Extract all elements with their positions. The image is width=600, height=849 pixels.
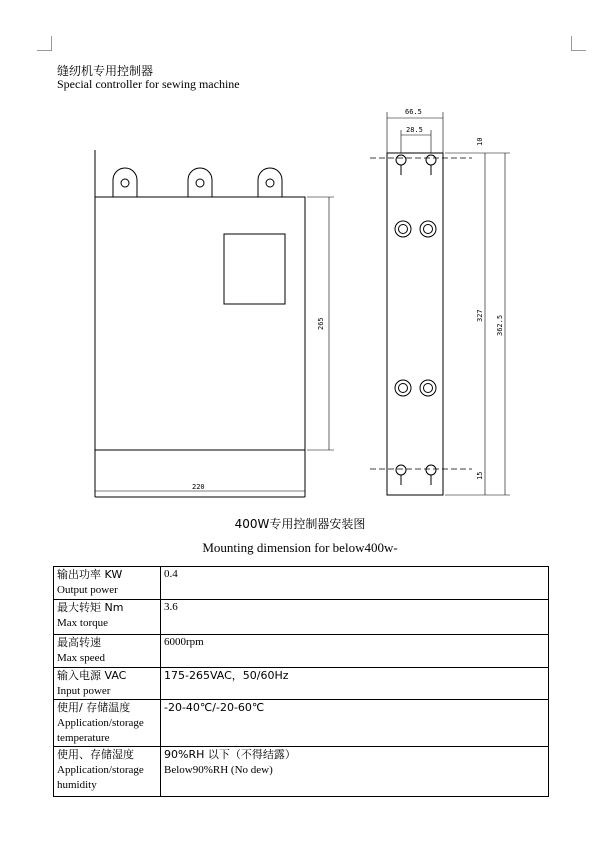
title-chinese: 缝纫机专用控制器: [57, 64, 154, 78]
hole-distance-dim: 327: [476, 309, 484, 322]
table-row: [54, 747, 549, 797]
top-offset-dim: 10: [476, 137, 484, 146]
mounting-tab: [113, 168, 137, 197]
table-row: [54, 635, 549, 668]
table-row: [54, 600, 549, 635]
hole-spacing-dim: 28.5: [406, 126, 423, 134]
spec-label-en: Application/storage humidity: [57, 764, 144, 791]
side-view: [370, 112, 510, 495]
side-width-dim: 66.5: [405, 108, 422, 116]
spec-value: 0.4: [164, 568, 178, 580]
front-view: [95, 150, 334, 497]
total-height-dim: 362.5: [496, 314, 504, 336]
spec-label-en: Application/storage temperature: [57, 717, 144, 744]
spec-label-cn: 最大转矩 Nm: [57, 601, 124, 614]
side-enclosure: [387, 153, 443, 495]
spec-value-secondary: Below90%RH (No dew): [164, 764, 273, 776]
spec-table: [53, 566, 549, 797]
spec-label-cn: 使用、存储湿度: [57, 748, 134, 761]
spec-value: -20-40℃/-20-60℃: [164, 701, 265, 714]
table-row: [54, 567, 549, 600]
spec-label-en: Max speed: [57, 652, 105, 664]
title-english: Special controller for sewing machine: [57, 77, 240, 91]
table-row: [54, 668, 549, 700]
spec-value: 3.6: [164, 601, 178, 613]
bottom-offset-dim: 15: [476, 471, 484, 480]
spec-label-en: Output power: [57, 584, 118, 596]
spec-label-cn: 最高转速: [57, 636, 101, 649]
mounting-tab: [258, 168, 282, 197]
spec-value: 6000rpm: [164, 636, 204, 648]
display-window: [224, 234, 285, 304]
figure-caption-english: Mounting dimension for below400w-: [202, 540, 398, 555]
front-width-dim: 220: [192, 483, 205, 491]
mounting-tab: [188, 168, 212, 197]
spec-value: 175-265VAC，50/60Hz: [164, 669, 289, 682]
table-row: [54, 700, 549, 747]
spec-label-en: Input power: [57, 685, 111, 697]
spec-label-cn: 使用/ 存储温度: [57, 701, 131, 714]
front-enclosure: [95, 197, 305, 450]
spec-value: 90%RH 以下（不得结露）: [164, 748, 296, 761]
spec-label-cn: 输入电源 VAC: [57, 669, 127, 682]
front-height-dim: 265: [317, 317, 325, 330]
figure-caption-chinese: 400W专用控制器安装图: [234, 517, 366, 531]
spec-label-en: Max torque: [57, 617, 109, 629]
spec-label-cn: 输出功率 KW: [57, 568, 123, 581]
